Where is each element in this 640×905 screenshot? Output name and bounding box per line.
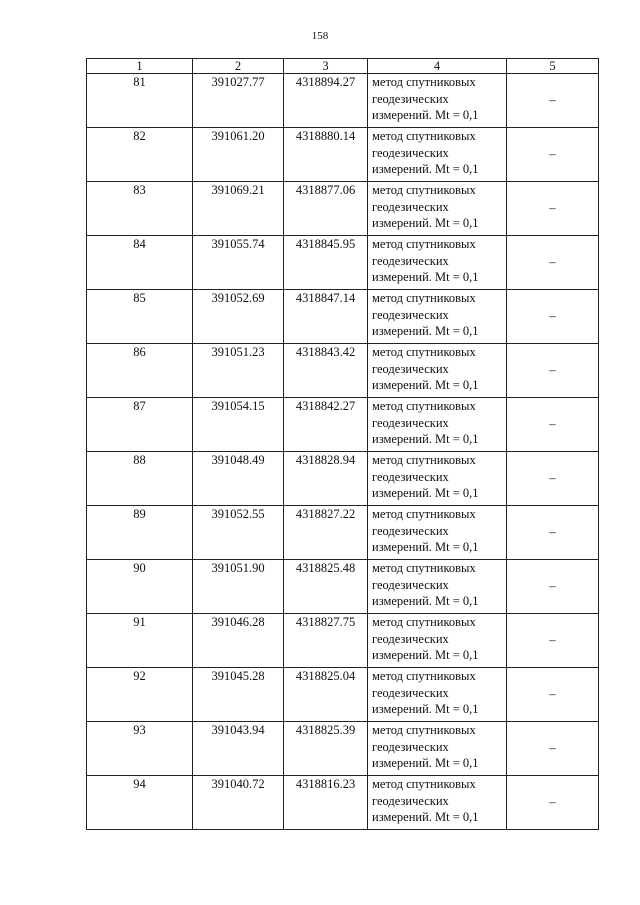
method-text-line: метод спутниковых <box>372 75 476 89</box>
method-text-line: метод спутниковых <box>372 669 476 683</box>
point-number-cell: 83 <box>87 182 193 236</box>
note-cell: – <box>507 722 599 776</box>
method-text-line: геодезических <box>372 469 449 484</box>
y-coordinate-cell: 4318880.14 <box>284 128 368 182</box>
table-row <box>87 452 599 506</box>
method-text-line: измерений. Mt = 0,1 <box>372 648 479 662</box>
point-number-cell: 92 <box>87 668 193 722</box>
method-cell <box>368 560 507 614</box>
method-cell <box>368 506 507 560</box>
method-text-line: измерений. Mt = 0,1 <box>372 162 479 176</box>
method-cell <box>368 290 507 344</box>
y-coordinate-cell: 4318825.48 <box>284 560 368 614</box>
note-cell: – <box>507 560 599 614</box>
note-cell: – <box>507 74 599 128</box>
x-coordinate-cell: 391069.21 <box>193 182 284 236</box>
y-coordinate-cell: 4318877.06 <box>284 182 368 236</box>
method-text-line: метод спутниковых <box>372 453 476 467</box>
method-text-line: метод спутниковых <box>372 129 476 143</box>
table-body <box>87 74 599 830</box>
x-coordinate-cell: 391046.28 <box>193 614 284 668</box>
x-coordinate-cell: 391045.28 <box>193 668 284 722</box>
method-text-line: измерений. Mt = 0,1 <box>372 702 479 716</box>
point-number-cell: 87 <box>87 398 193 452</box>
method-text-line: метод спутниковых <box>372 237 476 251</box>
y-coordinate-cell: 4318825.04 <box>284 668 368 722</box>
method-text-line: измерений. Mt = 0,1 <box>372 324 479 338</box>
method-text-line: измерений. Mt = 0,1 <box>372 594 479 608</box>
method-text-line: метод спутниковых <box>372 615 476 629</box>
point-number-cell: 90 <box>87 560 193 614</box>
y-coordinate-cell: 4318847.14 <box>284 290 368 344</box>
method-text-line: геодезических <box>372 631 449 646</box>
column-header: 4 <box>368 59 507 74</box>
point-number-cell: 94 <box>87 776 193 830</box>
method-text-line: метод спутниковых <box>372 291 476 305</box>
method-cell <box>368 452 507 506</box>
method-text-line: измерений. Mt = 0,1 <box>372 756 479 770</box>
point-number-cell: 93 <box>87 722 193 776</box>
table-row <box>87 128 599 182</box>
column-header: 2 <box>193 59 284 74</box>
method-text-line: измерений. Mt = 0,1 <box>372 216 479 230</box>
y-coordinate-cell: 4318894.27 <box>284 74 368 128</box>
x-coordinate-cell: 391055.74 <box>193 236 284 290</box>
column-header: 1 <box>87 59 193 74</box>
coordinates-table <box>86 58 599 830</box>
x-coordinate-cell: 391027.77 <box>193 74 284 128</box>
table-header-row <box>87 59 599 74</box>
method-text-line: метод спутниковых <box>372 183 476 197</box>
y-coordinate-cell: 4318842.27 <box>284 398 368 452</box>
method-cell <box>368 398 507 452</box>
note-cell: – <box>507 182 599 236</box>
point-number-cell: 81 <box>87 74 193 128</box>
method-text-line: геодезических <box>372 199 449 214</box>
method-text-line: геодезических <box>372 307 449 322</box>
method-cell <box>368 344 507 398</box>
method-text-line: геодезических <box>372 739 449 754</box>
note-cell: – <box>507 398 599 452</box>
note-cell: – <box>507 344 599 398</box>
x-coordinate-cell: 391054.15 <box>193 398 284 452</box>
method-text-line: измерений. Mt = 0,1 <box>372 108 479 122</box>
point-number-cell: 85 <box>87 290 193 344</box>
table-row <box>87 668 599 722</box>
y-coordinate-cell: 4318825.39 <box>284 722 368 776</box>
method-text-line: геодезических <box>372 91 449 106</box>
x-coordinate-cell: 391043.94 <box>193 722 284 776</box>
y-coordinate-cell: 4318843.42 <box>284 344 368 398</box>
method-text-line: метод спутниковых <box>372 399 476 413</box>
method-text-line: метод спутниковых <box>372 723 476 737</box>
table-row <box>87 560 599 614</box>
note-cell: – <box>507 506 599 560</box>
method-text-line: геодезических <box>372 685 449 700</box>
table-row <box>87 776 599 830</box>
column-header: 5 <box>507 59 599 74</box>
method-text-line: метод спутниковых <box>372 561 476 575</box>
method-text-line: измерений. Mt = 0,1 <box>372 378 479 392</box>
method-text-line: геодезических <box>372 793 449 808</box>
x-coordinate-cell: 391061.20 <box>193 128 284 182</box>
y-coordinate-cell: 4318828.94 <box>284 452 368 506</box>
point-number-cell: 91 <box>87 614 193 668</box>
y-coordinate-cell: 4318845.95 <box>284 236 368 290</box>
method-cell <box>368 722 507 776</box>
method-text-line: измерений. Mt = 0,1 <box>372 486 479 500</box>
method-cell <box>368 74 507 128</box>
method-text-line: измерений. Mt = 0,1 <box>372 432 479 446</box>
method-cell <box>368 182 507 236</box>
method-text-line: измерений. Mt = 0,1 <box>372 810 479 824</box>
method-cell <box>368 668 507 722</box>
table-row <box>87 722 599 776</box>
x-coordinate-cell: 391052.69 <box>193 290 284 344</box>
table-row <box>87 74 599 128</box>
method-text-line: геодезических <box>372 415 449 430</box>
x-coordinate-cell: 391052.55 <box>193 506 284 560</box>
note-cell: – <box>507 128 599 182</box>
note-cell: – <box>507 614 599 668</box>
method-text-line: метод спутниковых <box>372 777 476 791</box>
x-coordinate-cell: 391051.90 <box>193 560 284 614</box>
note-cell: – <box>507 290 599 344</box>
method-cell <box>368 128 507 182</box>
table-row <box>87 398 599 452</box>
x-coordinate-cell: 391040.72 <box>193 776 284 830</box>
y-coordinate-cell: 4318827.22 <box>284 506 368 560</box>
table-row <box>87 182 599 236</box>
table-row <box>87 344 599 398</box>
note-cell: – <box>507 236 599 290</box>
method-text-line: измерений. Mt = 0,1 <box>372 270 479 284</box>
x-coordinate-cell: 391048.49 <box>193 452 284 506</box>
method-cell <box>368 614 507 668</box>
y-coordinate-cell: 4318827.75 <box>284 614 368 668</box>
method-text-line: геодезических <box>372 523 449 538</box>
method-text-line: метод спутниковых <box>372 507 476 521</box>
y-coordinate-cell: 4318816.23 <box>284 776 368 830</box>
point-number-cell: 84 <box>87 236 193 290</box>
method-text-line: геодезических <box>372 145 449 160</box>
table-row <box>87 614 599 668</box>
method-cell <box>368 776 507 830</box>
table-row <box>87 236 599 290</box>
method-text-line: геодезических <box>372 361 449 376</box>
note-cell: – <box>507 776 599 830</box>
x-coordinate-cell: 391051.23 <box>193 344 284 398</box>
method-text-line: метод спутниковых <box>372 345 476 359</box>
note-cell: – <box>507 452 599 506</box>
method-text-line: геодезических <box>372 577 449 592</box>
method-text-line: геодезических <box>372 253 449 268</box>
method-cell <box>368 236 507 290</box>
column-header: 3 <box>284 59 368 74</box>
page-number: 158 <box>311 30 329 42</box>
point-number-cell: 86 <box>87 344 193 398</box>
table-row <box>87 290 599 344</box>
point-number-cell: 89 <box>87 506 193 560</box>
point-number-cell: 88 <box>87 452 193 506</box>
table-row <box>87 506 599 560</box>
point-number-cell: 82 <box>87 128 193 182</box>
method-text-line: измерений. Mt = 0,1 <box>372 540 479 554</box>
note-cell: – <box>507 668 599 722</box>
